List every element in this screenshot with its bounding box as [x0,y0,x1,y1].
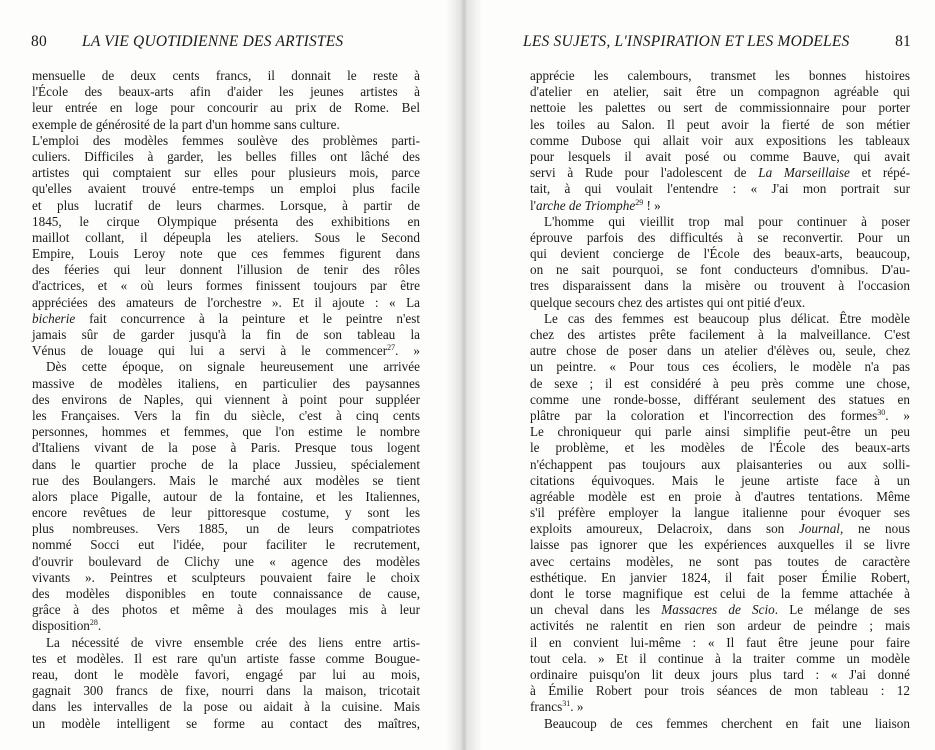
text-line [32,602,420,618]
text-line [32,424,420,440]
text-line [530,311,910,327]
text-line [530,440,910,456]
running-title: LES SUJETS, L'INSPIRATION ET LES MODELES [523,33,850,50]
text-run: plâtre par la coloration et l'incorrection des formes [530,407,878,423]
text-line [530,246,910,262]
text-run: . Le mélange de ses [774,602,910,618]
text-run: le problème, et les modèles de l'École des beaux-arts [530,440,910,456]
text-line [530,392,910,408]
text-run: . » [885,407,911,423]
text-line [32,149,420,165]
text-run: esthétique. En janvier 1824, il fait poser Émilie Robert, [530,569,910,585]
text-run: , ne nous [839,521,910,537]
footnote-marker: 31 [562,699,571,709]
text-line [32,473,420,489]
text-line [530,505,910,521]
text-line [530,359,910,375]
text-run: éprouve parfois des difficultés à se reconvertir. Pour un [530,229,910,245]
text-run: ordinaire puisqu'on lit deux jours plus tard : « J'ai donné [530,666,910,682]
text-run: et répé- [849,165,910,181]
text-run: appréciées des amateurs de l'orchestre ». Et il ajoute : « La [32,294,420,310]
text-line [32,683,420,699]
text-run: La nécessité de vivre ensemble crée des liens entre artis- [46,634,420,650]
text-run: mensuelle de deux cents francs, il donnait le reste à [32,68,420,83]
text-line [32,554,420,570]
text-line [32,181,420,197]
text-line [32,699,420,715]
text-run: avec certains modèles, ne sont pas toutes de caractère [530,553,910,569]
text-line [530,133,910,149]
book-gutter-shadow [446,0,482,750]
text-line [32,84,420,100]
text-line [530,554,910,570]
text-line [530,181,910,197]
text-run: citations équivoques. Mais le jeune artiste face à un [530,472,910,488]
footnote-marker: 29 [635,197,644,207]
text-run: à Émilie Robert pour trois séances de mon tableau : 12 [530,683,910,699]
text-line [32,489,420,505]
text-line [32,214,420,230]
text-run: exploits amoureux, Delacroix, dans son [530,521,799,537]
text-run: il en convient lui-même : « Il faut être jeune pour faire [530,634,910,650]
text-line [32,505,420,521]
text-line [32,651,420,667]
left-page [0,0,462,750]
text-run: des environs de Naples, qui viennent à point pour suppléer [32,391,420,407]
left-page-body-text [32,68,420,732]
text-line [530,376,910,392]
text-line [530,165,910,181]
text-line [32,230,420,246]
text-line [32,133,420,149]
text-run: d'ouvrir boulevard de Clichy une « agence des modèles [32,553,420,569]
italic-text: bicherie [32,310,76,326]
text-run: vivants ». Peintres et sculpteurs pouvaient faire le choix [32,569,420,585]
text-run: on ne sait pourquoi, se font conducteurs d'omnibus. D'au- [530,262,910,278]
running-title: LA VIE QUOTIDIENNE DES ARTISTES [82,33,344,50]
text-run: et plus lucratif de leurs charmes. Lorsque, à partir de [32,197,420,213]
text-run: personnes, hommes et femmes, que l'on estime le nombre [32,424,420,440]
text-run: comme Dubose qui allait voir aux expositions les tableaux [530,132,910,148]
text-run: activités ne ralentit en rien son ardeur de peindre ; mais [530,618,910,634]
text-run: artistes qui comptaient sur elles pour plusieurs mois, parce [32,165,420,181]
text-run: maillot collant, il dépeupla les ateliers. Sous le Second [32,229,420,245]
text-line [32,408,420,424]
text-run: Vénus de louage qui lui a servi à le commencer [32,343,388,359]
text-run: . » [395,343,420,359]
text-line [32,570,420,586]
text-line [32,359,420,375]
text-run: massive de modèles italiens, en particulier des paysannes [32,375,420,391]
text-line [530,343,910,359]
text-line [530,278,910,294]
text-run: l' [530,197,537,213]
text-run: apprécie les calembours, transmet les bonnes histoires [530,68,910,83]
text-run: gagnait 300 francs de fixe, nourri dans la maison, tricotait [32,683,420,699]
text-line [530,618,910,634]
text-run: autre chose de poser dans un atelier d'élèves ou, seule, chez [530,343,910,359]
text-line [530,683,910,699]
text-line [530,214,910,230]
right-page-header [523,33,911,53]
text-run: Empire, Louis Leroy note que ces femmes figurent dans [32,246,420,262]
text-line [32,376,420,392]
text-line [32,457,420,473]
text-line [530,667,910,683]
text-run: qui devient concierge de l'École des beaux-arts, beaucoup, [530,246,910,262]
text-line [530,473,910,489]
text-run: fait concurrence à la peinture et le peintre n'est [75,310,420,326]
text-run: nommé Socci eut l'idée, pour faciliter le recrutement, [32,537,420,553]
text-line [32,537,420,553]
text-line [530,570,910,586]
text-run: encore revêtues de leur pittoresque costume, y sont les [32,505,420,521]
text-run: 1845, le cirque Olympique présenta des exhibitions en [32,213,420,229]
text-run: chez des artistes prête facilement à la malveillance. C'est [530,327,910,342]
text-run: pour lesquels il avait posé ou comme Bauve, qui avait [530,148,910,164]
text-run: exemple de générosité de la part d'un homme sans culture. [32,116,340,132]
text-run: des modèles disponibles en toute connaissance de cause, [32,586,420,601]
text-run: L'emploi des modèles femmes soulève des problèmes parti- [32,132,420,148]
text-line [530,716,910,732]
text-run: d'actrices, et « où leurs formes finissent toujours par être [32,278,420,294]
text-run: Beaucoup de ces femmes cherchent en fait une liaison [544,715,910,731]
text-run: des féeries qui leur donnent l'illusion de tenir des rôles [32,262,420,278]
text-run: qu'elles avaient trouvé entre-temps un emploi plus facile [32,181,420,197]
page-number: 81 [895,33,911,50]
text-line [530,635,910,651]
text-run: un peintre. « Pour tous ces écoliers, le modèle n'a pas [530,359,910,375]
text-run: s'il préfère employer la langue italienne pour évoquer ses [530,505,910,521]
text-line [530,262,910,278]
text-run: dont le torse magnifique est celui de la femme attachée à [530,586,910,601]
text-line [530,457,910,473]
left-page-header [31,33,421,53]
text-line [32,295,420,311]
text-line [32,635,420,651]
text-line [530,149,910,165]
text-run: . » [570,699,584,715]
text-line [32,198,420,214]
text-line [530,424,910,440]
text-line [32,327,420,343]
text-line [530,295,910,311]
text-line [32,262,420,278]
text-line [32,667,420,683]
text-line [530,521,910,537]
text-run: un modèle intelligent se forme au contact des maîtres, [32,715,420,731]
text-line [32,68,420,84]
text-line [32,311,420,327]
text-run: nettoie les palettes ou sert de commissionnaire pour porter [530,100,910,116]
text-run: francs [530,699,563,715]
text-line [32,246,420,262]
text-run: servi à Rude pour l'adolescent de [530,165,759,181]
text-run: tout cela. » Et il continue à la traiter comme un modèle [530,650,910,666]
text-line [32,392,420,408]
text-line [530,198,910,214]
text-run: culiers. Difficiles à garder, les belles filles ont lâché des [32,148,420,164]
text-run: jamais sûr de garder jusqu'à la fin de son tableau la [32,327,420,342]
text-run: . [97,618,102,634]
text-line [530,699,910,715]
text-line [530,586,910,602]
text-run: tait, à qui voulait l'entendre : « J'ai mon portrait sur [530,181,910,197]
text-line [32,440,420,456]
italic-text: Massacres de Scio [661,602,775,618]
text-run: grâce à des photos et même à des moulages mis à leur [32,602,420,618]
text-line [32,117,420,133]
right-page [470,0,935,750]
text-line [530,651,910,667]
text-run: Dès cette époque, on signale heureusement une arrivée [46,359,420,375]
text-run: disposition [32,618,90,634]
text-line [530,230,910,246]
text-line [32,278,420,294]
text-run: dans le quartier proche de la place Jussieu, spécialement [32,456,420,472]
right-page-body-text [530,68,910,732]
text-run: tres disparaissent dans la misère ou trouvent à l'occasion [530,278,910,294]
page-number: 80 [31,33,47,50]
text-run: les Françaises. Vers la fin du siècle, c'est à cinq cents [32,407,420,423]
text-run: de sexe ; il est considéré à peu près comme une chose, [530,375,910,391]
text-line [530,489,910,505]
text-line [32,521,420,537]
text-line [32,343,420,359]
text-run: plus nombreuses. Vers 1885, un de leurs compatriotes [32,521,420,537]
text-run: n'échappent pas toujours aux plaisanteries ou aux solli- [530,456,910,472]
text-run: leur entrée en loge pour concourir au prix de Rome. Bel [32,100,420,116]
text-line [530,408,910,424]
text-line [32,618,420,634]
text-line [32,100,420,116]
text-run: ! » [643,197,661,213]
text-run: alors place Pigalle, autour de la fontaine, et les Italiennes, [32,488,420,504]
text-line [530,602,910,618]
text-line [32,586,420,602]
text-line [530,100,910,116]
text-line [32,716,420,732]
text-line [530,117,910,133]
italic-text: La Marseillaise [758,165,850,181]
text-run: l'École des beaux-arts afin d'aider les jeunes artistes à [32,84,420,100]
text-line [530,84,910,100]
text-run: L'homme qui vieillit trop mal pour continuer à poser [544,213,910,229]
text-run: d'Italiens vivant de la pose à Paris. Presque tous logent [32,440,420,456]
text-line [32,165,420,181]
text-line [530,327,910,343]
footnote-marker: 27 [387,343,396,353]
footnote-marker: 28 [89,618,98,628]
text-run: dans les intervalles de la pose ou aidait à la cuisine. Mais [32,699,420,715]
text-run: laisse pas ignorer que les expériences auxquelles il se livre [530,537,910,553]
italic-text: arche de Triomphe [536,197,636,213]
text-run: agréable modèle est en proie à d'autres tentations. Même [530,488,910,504]
text-run: reau, dont le modèle favori, engagé par lui au mois, [32,666,420,682]
text-run: Le cas des femmes est beaucoup plus délicat. Être modèle [544,310,910,326]
text-run: les toiles au Salon. Il peut avoir la fierté de son métier [530,116,910,132]
text-run: un cheval dans les [530,602,662,618]
text-run: quelque secours chez des artistes qui ont pitié d'eux. [530,294,806,310]
text-line [530,68,910,84]
text-run: comme une ronde-bosse, différant seulement des statues en [530,391,910,407]
italic-text: Journal [798,521,840,537]
text-run: rue des Boulangers. Mais le marché aux modèles se tient [32,472,420,488]
text-run: d'atelier en atelier, sait être un compagnon agréable qui [530,84,910,100]
text-run: tes et modèles. Il est rare qu'un artiste fasse comme Bougue- [32,650,420,666]
text-run: Le chroniqueur qui parle ainsi simplifie peut-être un peu [530,424,910,440]
footnote-marker: 30 [877,407,886,417]
text-line [530,537,910,553]
